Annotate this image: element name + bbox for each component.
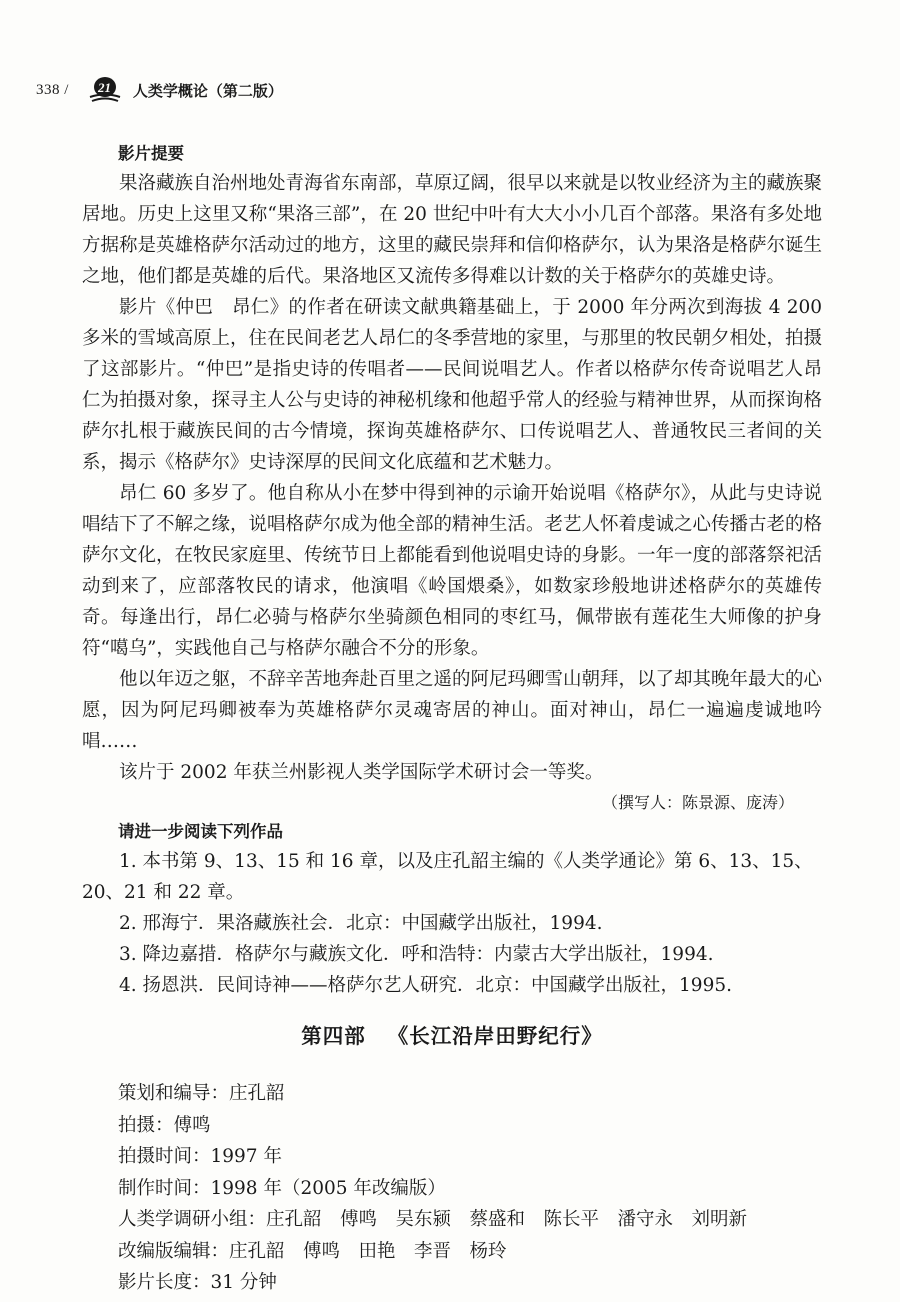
summary-paragraph: 他以年迈之躯，不辞辛苦地奔赴百里之遥的阿尼玛卿雪山朝拜，以了却其晚年最大的心愿，因为阿尼玛卿被奉为英雄格萨尔灵魂寄居的神山。面对神山，昂仁一遍遍虔诚地吟唱…… [82,669,823,752]
summary-paragraph: 果洛藏族自治州地处青海省东南部，草原辽阔，很早以来就是以牧业经济为主的藏族聚居地。历史上这里又称“果洛三部”，在 20 世纪中叶有大大小小几百个部落。果洛有多处地方据称是英雄格萨尔活动过的地方，这里的藏民崇拜和信仰格萨尔，认为果洛是格萨尔诞生之地，他们都是英雄的后代。果洛地区又流传多得难以计数的关于格萨尔的英雄史诗。 [82,173,823,287]
page-number: 338 / [36,81,69,98]
page-body [82,140,822,1299]
reading-item: 3. 降边嘉措．格萨尔与藏族文化．呼和浩特：内蒙古大学出版社，1994. [119,944,714,965]
author-credit: （撰写人：陈景源、庞涛） [601,793,794,812]
reading-item: 1. 本书第 9、13、15 和 16 章，以及庄孔韶主编的《人类学通论》第 6、13、15、20、21 和 22 章。 [82,851,813,903]
film-title: 《长江沿岸田野纪行》 [387,1024,603,1048]
film-info-line: 策划和编导：庄孔韶 [118,1083,285,1104]
further-reading-list [82,846,822,1001]
film-info-line: 拍摄时间：1997 年 [118,1146,282,1167]
book-title: 人类学概论（第二版） [132,81,283,100]
part-label: 第四部 [301,1024,366,1048]
running-header [36,72,283,108]
summary-paragraph: 影片《仲巴 昂仁》的作者在研读文献典籍基础上，于 2000 年分两次到海拔 4 200 多米的雪域高原上，住在民间老艺人昂仁的冬季营地的家里，与那里的牧民朝夕相处，拍摄了这部影片。“仲巴”是指史诗的传唱者——民间说唱艺人。作者以格萨尔传奇说唱艺人昂仁为拍摄对象，探寻主人公与史诗的神秘机缘和他超乎常人的经验与精神世界，从而探询格萨尔扎根于藏族民间的古今情境，探询英雄格萨尔、口传说唱艺人、普通牧民三者间的关系，揭示《格萨尔》史诗深厚的民间文化底蕴和艺术魅力。 [82,297,823,473]
film-info-line: 改编版编辑：庄孔韶 傅鸣 田艳 李晋 杨玲 [118,1240,507,1262]
award-note: 该片于 2002 年获兰州影视人类学国际学术研讨会一等奖。 [119,762,604,783]
svg-text:21: 21 [97,80,111,95]
film-info-line: 影片长度：31 分钟 [118,1272,277,1293]
film-info-line: 拍摄：傅鸣 [118,1114,211,1136]
summary-heading: 影片提要 [118,144,184,163]
film-info-line: 人类学调研小组：庄孔韶 傅鸣 吴东颍 蔡盛和 陈长平 潘守永 刘明新 [118,1209,748,1230]
part-four-title [82,1021,822,1052]
summary-paragraph: 昂仁 60 多岁了。他自称从小在梦中得到神的示谕开始说唱《格萨尔》，从此与史诗说唱结下了不解之缘，说唱格萨尔成为他全部的精神生活。老艺人怀着虔诚之心传播古老的格萨尔文化，在牧民家庭里、传统节日上都能看到他说唱史诗的身影。一年一度的部落祭祀活动到来了，应部落牧民的请求，他演唱《岭国煨桑》，如数家珍般地讲述格萨尔的英雄传奇。每逢出行，昂仁必骑与格萨尔坐骑颜色相同的枣红马，佩带嵌有莲花生大师像的护身符“噶乌”，实践他自己与格萨尔融合不分的形象。 [82,483,823,659]
reading-item: 2. 邢海宁．果洛藏族社会．北京：中国藏学出版社，1994. [119,913,603,934]
film-info-list [82,1078,822,1299]
reading-item: 4. 扬恩洪．民间诗神——格萨尔艺人研究．北京：中国藏学出版社，1995. [119,975,732,996]
publisher-logo-icon [87,75,123,105]
film-info-line: 制作时间：1998 年（2005 年改编版） [118,1177,446,1199]
further-reading-heading: 请进一步阅读下列作品 [118,822,283,841]
